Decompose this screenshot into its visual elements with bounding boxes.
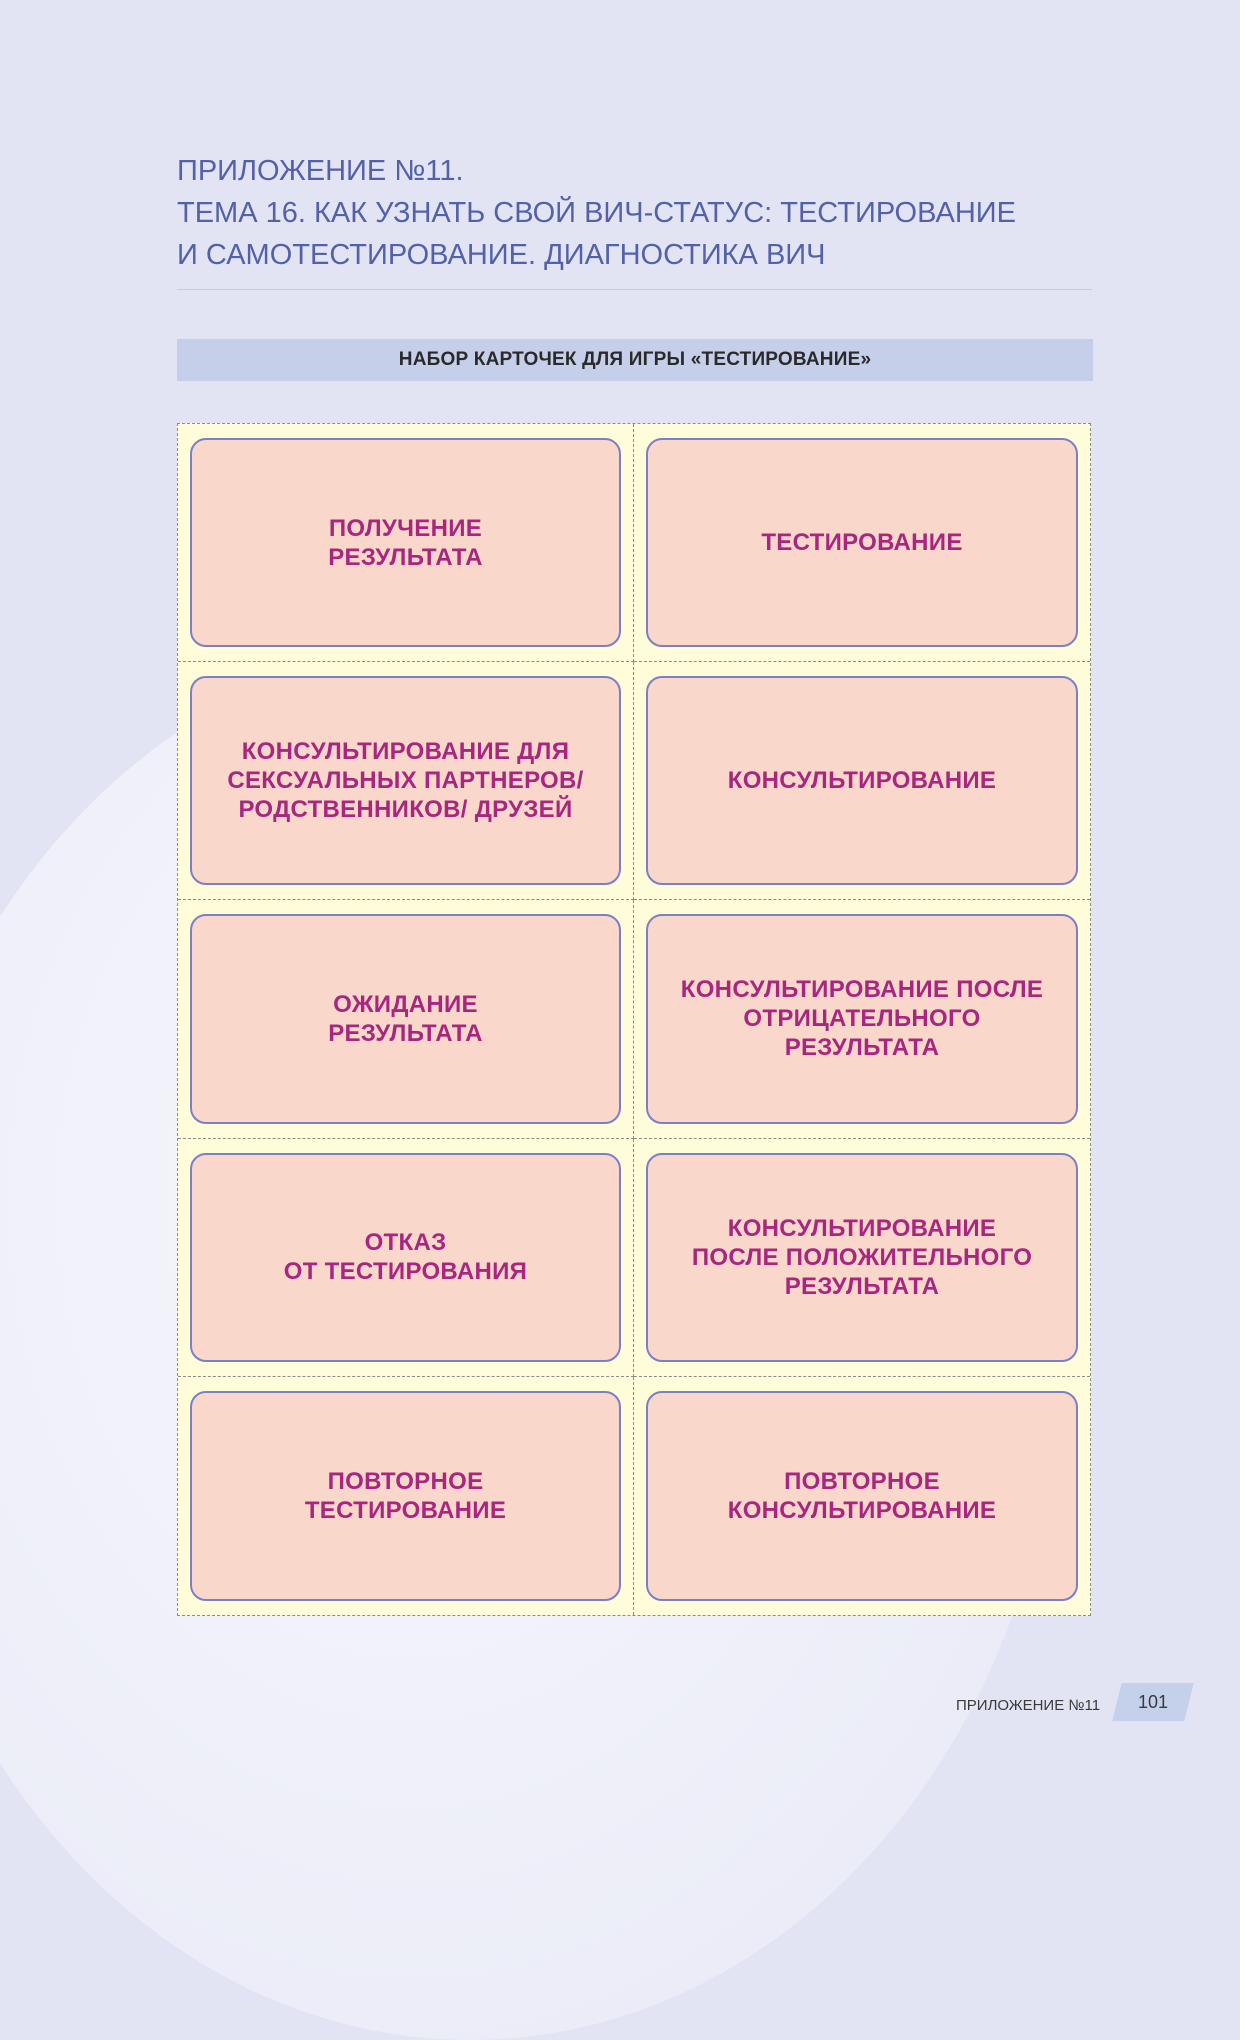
title-line: ПРИЛОЖЕНИЕ №11.	[177, 155, 464, 187]
card-cell	[634, 662, 1090, 900]
game-card: КОНСУЛЬТИРОВАНИЕ ДЛЯ СЕКСУАЛЬНЫХ ПАРТНЕРОВ/ РОДСТВЕННИКОВ/ ДРУЗЕЙ	[190, 676, 621, 885]
game-card: КОНСУЛЬТИРОВАНИЕ ПОСЛЕ ОТРИЦАТЕЛЬНОГО РЕЗУЛЬТАТА	[646, 914, 1078, 1123]
card-cell	[178, 424, 634, 662]
card-cell	[178, 1139, 634, 1377]
card-cell	[178, 1377, 634, 1615]
section-banner: НАБОР КАРТОЧЕК ДЛЯ ИГРЫ «ТЕСТИРОВАНИЕ»	[177, 339, 1093, 381]
game-card: КОНСУЛЬТИРОВАНИЕ	[646, 676, 1078, 885]
game-card: ОЖИДАНИЕ РЕЗУЛЬТАТА	[190, 914, 621, 1123]
title-line: И САМОТЕСТИРОВАНИЕ. ДИАГНОСТИКА ВИЧ	[177, 239, 826, 271]
card-cell	[178, 662, 634, 900]
card-cell	[634, 900, 1090, 1138]
title-divider	[177, 289, 1092, 290]
card-cell	[634, 1139, 1090, 1377]
game-card: ПОВТОРНОЕ ТЕСТИРОВАНИЕ	[190, 1391, 621, 1601]
game-card: ПОВТОРНОЕ КОНСУЛЬТИРОВАНИЕ	[646, 1391, 1078, 1601]
card-cell	[178, 900, 634, 1138]
game-card: ТЕСТИРОВАНИЕ	[646, 438, 1078, 647]
game-card: КОНСУЛЬТИРОВАНИЕ ПОСЛЕ ПОЛОЖИТЕЛЬНОГО РЕЗУЛЬТАТА	[646, 1153, 1078, 1362]
footer-section-label: ПРИЛОЖЕНИЕ №11	[956, 1697, 1101, 1714]
page-title	[177, 150, 1097, 276]
card-cell	[634, 424, 1090, 662]
title-line: ТЕМА 16. КАК УЗНАТЬ СВОЙ ВИЧ-СТАТУС: ТЕСТИРОВАНИЕ	[177, 197, 1016, 229]
game-card: ОТКАЗ ОТ ТЕСТИРОВАНИЯ	[190, 1153, 621, 1362]
card-cell	[634, 1377, 1090, 1615]
page-number: 101	[1137, 1691, 1169, 1712]
card-grid	[177, 423, 1091, 1616]
game-card: ПОЛУЧЕНИЕ РЕЗУЛЬТАТА	[190, 438, 621, 647]
